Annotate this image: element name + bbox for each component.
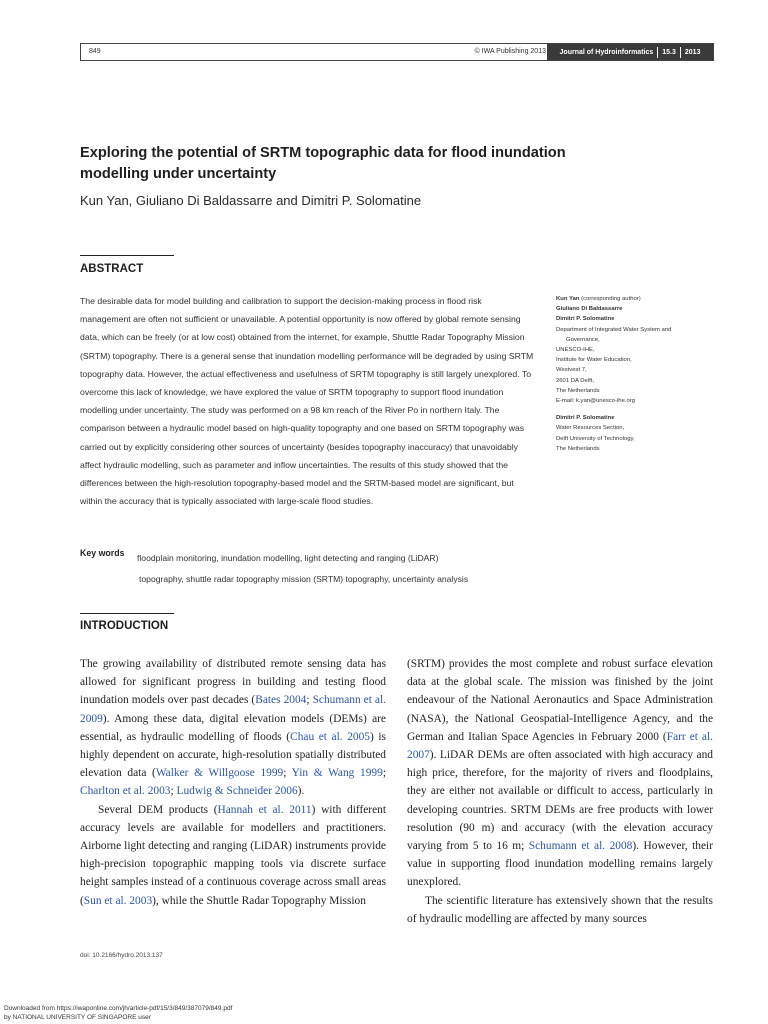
- body-text: Several DEM products (: [98, 803, 218, 816]
- citation-link[interactable]: Chau et al. 2005: [290, 730, 370, 743]
- body-column-right: [407, 655, 713, 928]
- citation-link[interactable]: Schumann et al. 2009: [80, 694, 387, 725]
- paragraph: [80, 655, 386, 801]
- abstract-text: The desirable data for model building and calibration to support the decision-making process in flood risk management are often not sufficient or unavailable. A potential opportunity is now offered by global remote sensing data, which can be freely (or at low cost) obtained from the internet, for example, Shuttle Radar Topography Mission (SRTM) topography. There is a general sense that inundation modelling performance will be degraded by using SRTM topography data. However, the actual effectiveness and usefulness of SRTM topography is still largely unexplored. To overcome this lack of knowledge, we have explored the value of SRTM topography to support flood inundation modelling under uncertainty. The study was performed on a 98 km reach of the River Po in northern Italy. The comparison between a hydraulic model based on high-quality topography and one based on SRTM topography was carried out by explicitly considering other sources of uncertainty (besides topography inaccuracy) that unavoidably affect hydraulic modelling, such as parameter and inflow uncertainties. The results of this study showed that the differences between the high-resolution topography-based model and the SRTM-based model are significant, but within the accuracy that is typically associated with large-scale flood studies.: [80, 296, 534, 507]
- journal-badge: [547, 44, 713, 60]
- body-text: ;: [306, 694, 313, 707]
- abstract-rule: [80, 255, 174, 256]
- author-name: Dimitri P. Solomatine: [556, 415, 615, 422]
- body-text: ). Among these data, digital elevation models (DEMs) are essential, as hydraulic modelling of floods (: [80, 712, 386, 743]
- page-number: 849: [89, 48, 101, 55]
- download-line: by NATIONAL UNIVERSITY OF SINGAPORE user: [4, 1014, 151, 1021]
- journal-name: Journal of Hydroinformatics: [559, 48, 654, 56]
- address-line: The Netherlands: [556, 445, 600, 452]
- address-line: 2601 DA Delft,: [556, 377, 594, 384]
- body-text: ;: [170, 785, 177, 798]
- body-text: The growing availability of distributed remote sensing data has allowed for significant progress in building and testing flood inundation models over past decades (: [80, 658, 386, 707]
- body-text: ;: [283, 767, 292, 780]
- doi: doi: 10.2166/hydro.2013.137: [80, 952, 163, 959]
- body-text: ;: [382, 767, 386, 780]
- paragraph: [407, 892, 713, 928]
- citation-link[interactable]: Hannah et al. 2011: [217, 803, 312, 816]
- body-column-left: [80, 655, 386, 910]
- affiliation-line: [556, 294, 726, 304]
- journal-year: 2013: [684, 48, 701, 56]
- body-text: ). However, their value in supporting flood inundation modelling remains largely unexplored.: [407, 840, 713, 889]
- keywords-line: floodplain monitoring, inundation modelling, light detecting and ranging (LiDAR): [137, 553, 439, 563]
- header-divider: [657, 47, 658, 58]
- author-name: Kun Yan: [556, 296, 580, 302]
- email-line: E-mail: k.yan@unesco-ihe.org: [556, 398, 635, 405]
- body-text: ) is highly dependent on accurate, high-resolution spatially distributed elevation data (: [80, 730, 386, 780]
- corresponding-note: (corresponding author): [579, 296, 641, 302]
- introduction-heading: INTRODUCTION: [80, 620, 169, 632]
- body-text: ).: [297, 785, 305, 798]
- citation-link[interactable]: Charlton et al. 2003: [80, 785, 171, 798]
- author-affiliations: [556, 294, 726, 454]
- journal-volume: 15.3: [662, 48, 676, 56]
- address-line: Water Resources Section,: [556, 425, 625, 432]
- citation-link[interactable]: Walker & Willgoose 1999: [155, 767, 284, 780]
- paragraph: [407, 655, 713, 892]
- download-notice: [4, 1004, 232, 1022]
- author-name: Giuliano Di Baldassarre: [556, 306, 623, 313]
- publisher-copyright: © IWA Publishing 2013: [474, 48, 546, 55]
- keywords: [137, 548, 537, 590]
- download-line: Downloaded from https://iwaponline.com/jh/article-pdf/15/3/849/387079/849.pdf: [4, 1005, 233, 1012]
- introduction-rule: [80, 613, 174, 614]
- body-text: ). LiDAR DEMs are often associated with high accuracy and high price, therefore, for the majority of rivers and floodplains, they are either not available or difficult to access, particularly in developing countries. SRTM DEMs are free products with lower resolution (90 m) and accuracy (with the elevation accuracy varying from 5 to 16 m;: [407, 749, 713, 853]
- address-line: Governance,: [566, 336, 600, 343]
- citation-link[interactable]: Bates 2004: [255, 694, 307, 707]
- citation-link[interactable]: Sun et al. 2003: [83, 894, 153, 907]
- body-text: (SRTM) provides the most complete and robust surface elevation data at the global scale. The mission was finished by the joint endeavour of the National Aeronautics and Space Administration (NASA), the National Geospatial-Intelligence Agency, and the German and Italian Space Agencies in February 2000 (: [407, 658, 713, 743]
- article-authors: Kun Yan, Giuliano Di Baldassarre and Dimitri P. Solomatine: [80, 193, 422, 208]
- citation-link[interactable]: Ludwig & Schneider 2006: [176, 785, 298, 798]
- keywords-label: Key words: [80, 548, 125, 558]
- abstract-heading: ABSTRACT: [80, 263, 144, 275]
- body-text: ) with different accuracy levels are available for modellers and practitioners. Airborne light detecting and ranging (LiDAR) instruments provide high-precision topographic mapping tools via discrete surface height samples instead of a continuous coverage across small areas (: [80, 803, 387, 907]
- keywords-line: topography, shuttle radar topography mission (SRTM) topography, uncertainty analysis: [139, 574, 469, 584]
- citation-link[interactable]: Schumann et al. 2008: [528, 840, 633, 853]
- citation-link[interactable]: Farr et al. 2007: [407, 730, 713, 762]
- header-divider: [680, 47, 681, 58]
- address-line: Delft University of Technology,: [556, 435, 635, 442]
- address-line: UNESCO-IHE,: [556, 347, 595, 354]
- body-text: ), while the Shuttle Radar Topography Mission: [152, 894, 366, 907]
- address-line: Department of Integrated Water System and: [556, 326, 672, 333]
- body-text: The scientific literature has extensively shown that the results of hydraulic modelling are affected by many sources: [407, 894, 713, 925]
- address-line: Institute for Water Education,: [556, 357, 632, 364]
- address-line: The Netherlands: [556, 387, 600, 394]
- spacer: [556, 406, 726, 413]
- author-name: Dimitri P. Solomatine: [556, 316, 615, 323]
- running-header: [80, 43, 714, 61]
- paragraph: [80, 801, 386, 910]
- article-title: Exploring the potential of SRTM topographic data for flood inundation modelling under uncertainty: [80, 145, 566, 182]
- citation-link[interactable]: Yin & Wang 1999: [291, 767, 383, 780]
- address-line: Westvest 7,: [556, 367, 587, 374]
